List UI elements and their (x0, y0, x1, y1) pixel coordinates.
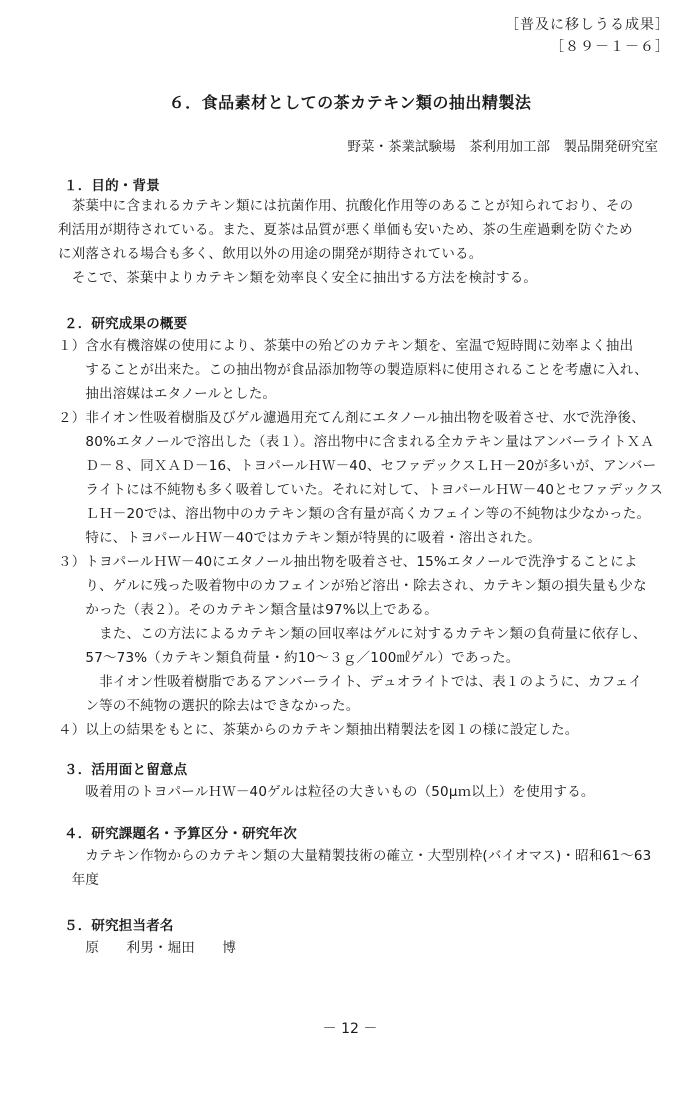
section-2-line: 57～73%（カテキン類負荷量・約10～３ｇ／100㎖ゲル）であった。 (58, 650, 520, 666)
section-3-line: 吸着用のトヨパールＨＷ－40ゲルは粒径の大きいもの（50μｍ以上）を使用する。 (58, 784, 595, 800)
section-3-heading: ３．活用面と留意点 (64, 762, 188, 778)
section-2-line: 抽出溶媒はエタノールとした。 (58, 386, 277, 402)
section-2-line: Ｄ－８、同ＸＡＤ－16、トヨパールＨＷ－40、セファデックスＬＨ－20が多いが、アンバー (58, 458, 657, 474)
header-category-tag: ［普及に移しうる成果］ (505, 17, 670, 33)
section-1-line: に刈落される場合も多く、飲用以外の用途の開発が期待されている。 (58, 246, 483, 262)
section-2-heading: ２．研究成果の概要 (64, 316, 188, 332)
section-2-line: り、ゲルに残った吸着物中のカフェインが殆ど溶出・除去され、カテキン類の損失量も少な (58, 578, 647, 594)
section-4-line: 年度 (58, 872, 100, 888)
section-4-heading: ４．研究課題名・予算区分・研究年次 (64, 826, 297, 842)
researcher-names: 原 利男・堀田 博 (58, 940, 237, 956)
page-title: ６．食品素材としての茶カテキン類の抽出精製法 (168, 93, 532, 112)
section-1-heading: １．目的・背景 (64, 178, 160, 194)
section-1-line: 利活用が期待されている。また、夏茶は品質が悪く単価も安いため、茶の生産過剰を防ぐため (58, 222, 633, 238)
section-1-line: 茶葉中に含まれるカテキン類には抗菌作用、抗酸化作用等のあることが知られており、その (58, 198, 634, 214)
section-2-line: また、この方法によるカテキン類の回収率はゲルに対するカテキン類の負荷量に依存し、 (58, 626, 647, 642)
section-2-line: 80%エタノールで溶出した（表１）。溶出物中に含まれる全カテキン量はアンバーライトＸＡ (58, 434, 655, 450)
section-2-line: することが出来た。この抽出物が食品添加物等の製造原料に使用されることを考慮に入れ、 (58, 362, 648, 378)
section-2-line: ２）非イオン性吸着樹脂及びゲル濾過用充てん剤にエタノール抽出物を吸着させ、水で洗浄後、 (58, 410, 645, 426)
section-2-line: ＬＨ－20では、溶出物中のカテキン類の含有量が高くカフェイン等の不純物は少なかった。 (58, 506, 651, 522)
section-2-line: 特に、トヨパールＨＷ－40ではカテキン類が特異的に吸着・溶出された。 (58, 530, 541, 546)
section-2-line: ン等の不純物の選択的除去はできなかった。 (58, 698, 360, 714)
section-2-line: １）含水有機溶媒の使用により、茶葉中の殆どのカテキン類を、室温で短時間に効率よく抽出 (58, 338, 634, 354)
section-1-line: そこで、茶葉中よりカテキン類を効率良く安全に抽出する方法を検討する。 (58, 270, 538, 286)
section-2-line: かった（表２）。そのカテキン類含量は97%以上である。 (58, 602, 438, 618)
section-4-line: カテキン作物からのカテキン類の大量精製技術の確立・大型別枠(バイオマス)・昭和61～63 (58, 848, 652, 864)
section-2-line: ３）トヨパールＨＷ－40にエタノール抽出物を吸着させ、15%エタノールで洗浄することによ (58, 554, 638, 570)
section-5-heading: ５．研究担当者名 (64, 918, 174, 934)
affiliation: 野菜・茶業試験場 茶利用加工部 製品開発研究室 (347, 139, 658, 155)
header-code-tag: ［８９－１－６］ (550, 39, 670, 55)
section-2-line: 非イオン性吸着樹脂であるアンバーライト、デュオライトでは、表１のように、カフェイ (58, 674, 643, 690)
section-2-line: ４）以上の結果をもとに、茶葉からのカテキン類抽出精製法を図１の様に設定した。 (58, 722, 579, 738)
section-2-line: ライトには不純物も多く吸着していた。それに対して、トヨパールＨＷ－40とセファデックス (58, 482, 664, 498)
page-number: － 12 － (322, 1021, 378, 1037)
